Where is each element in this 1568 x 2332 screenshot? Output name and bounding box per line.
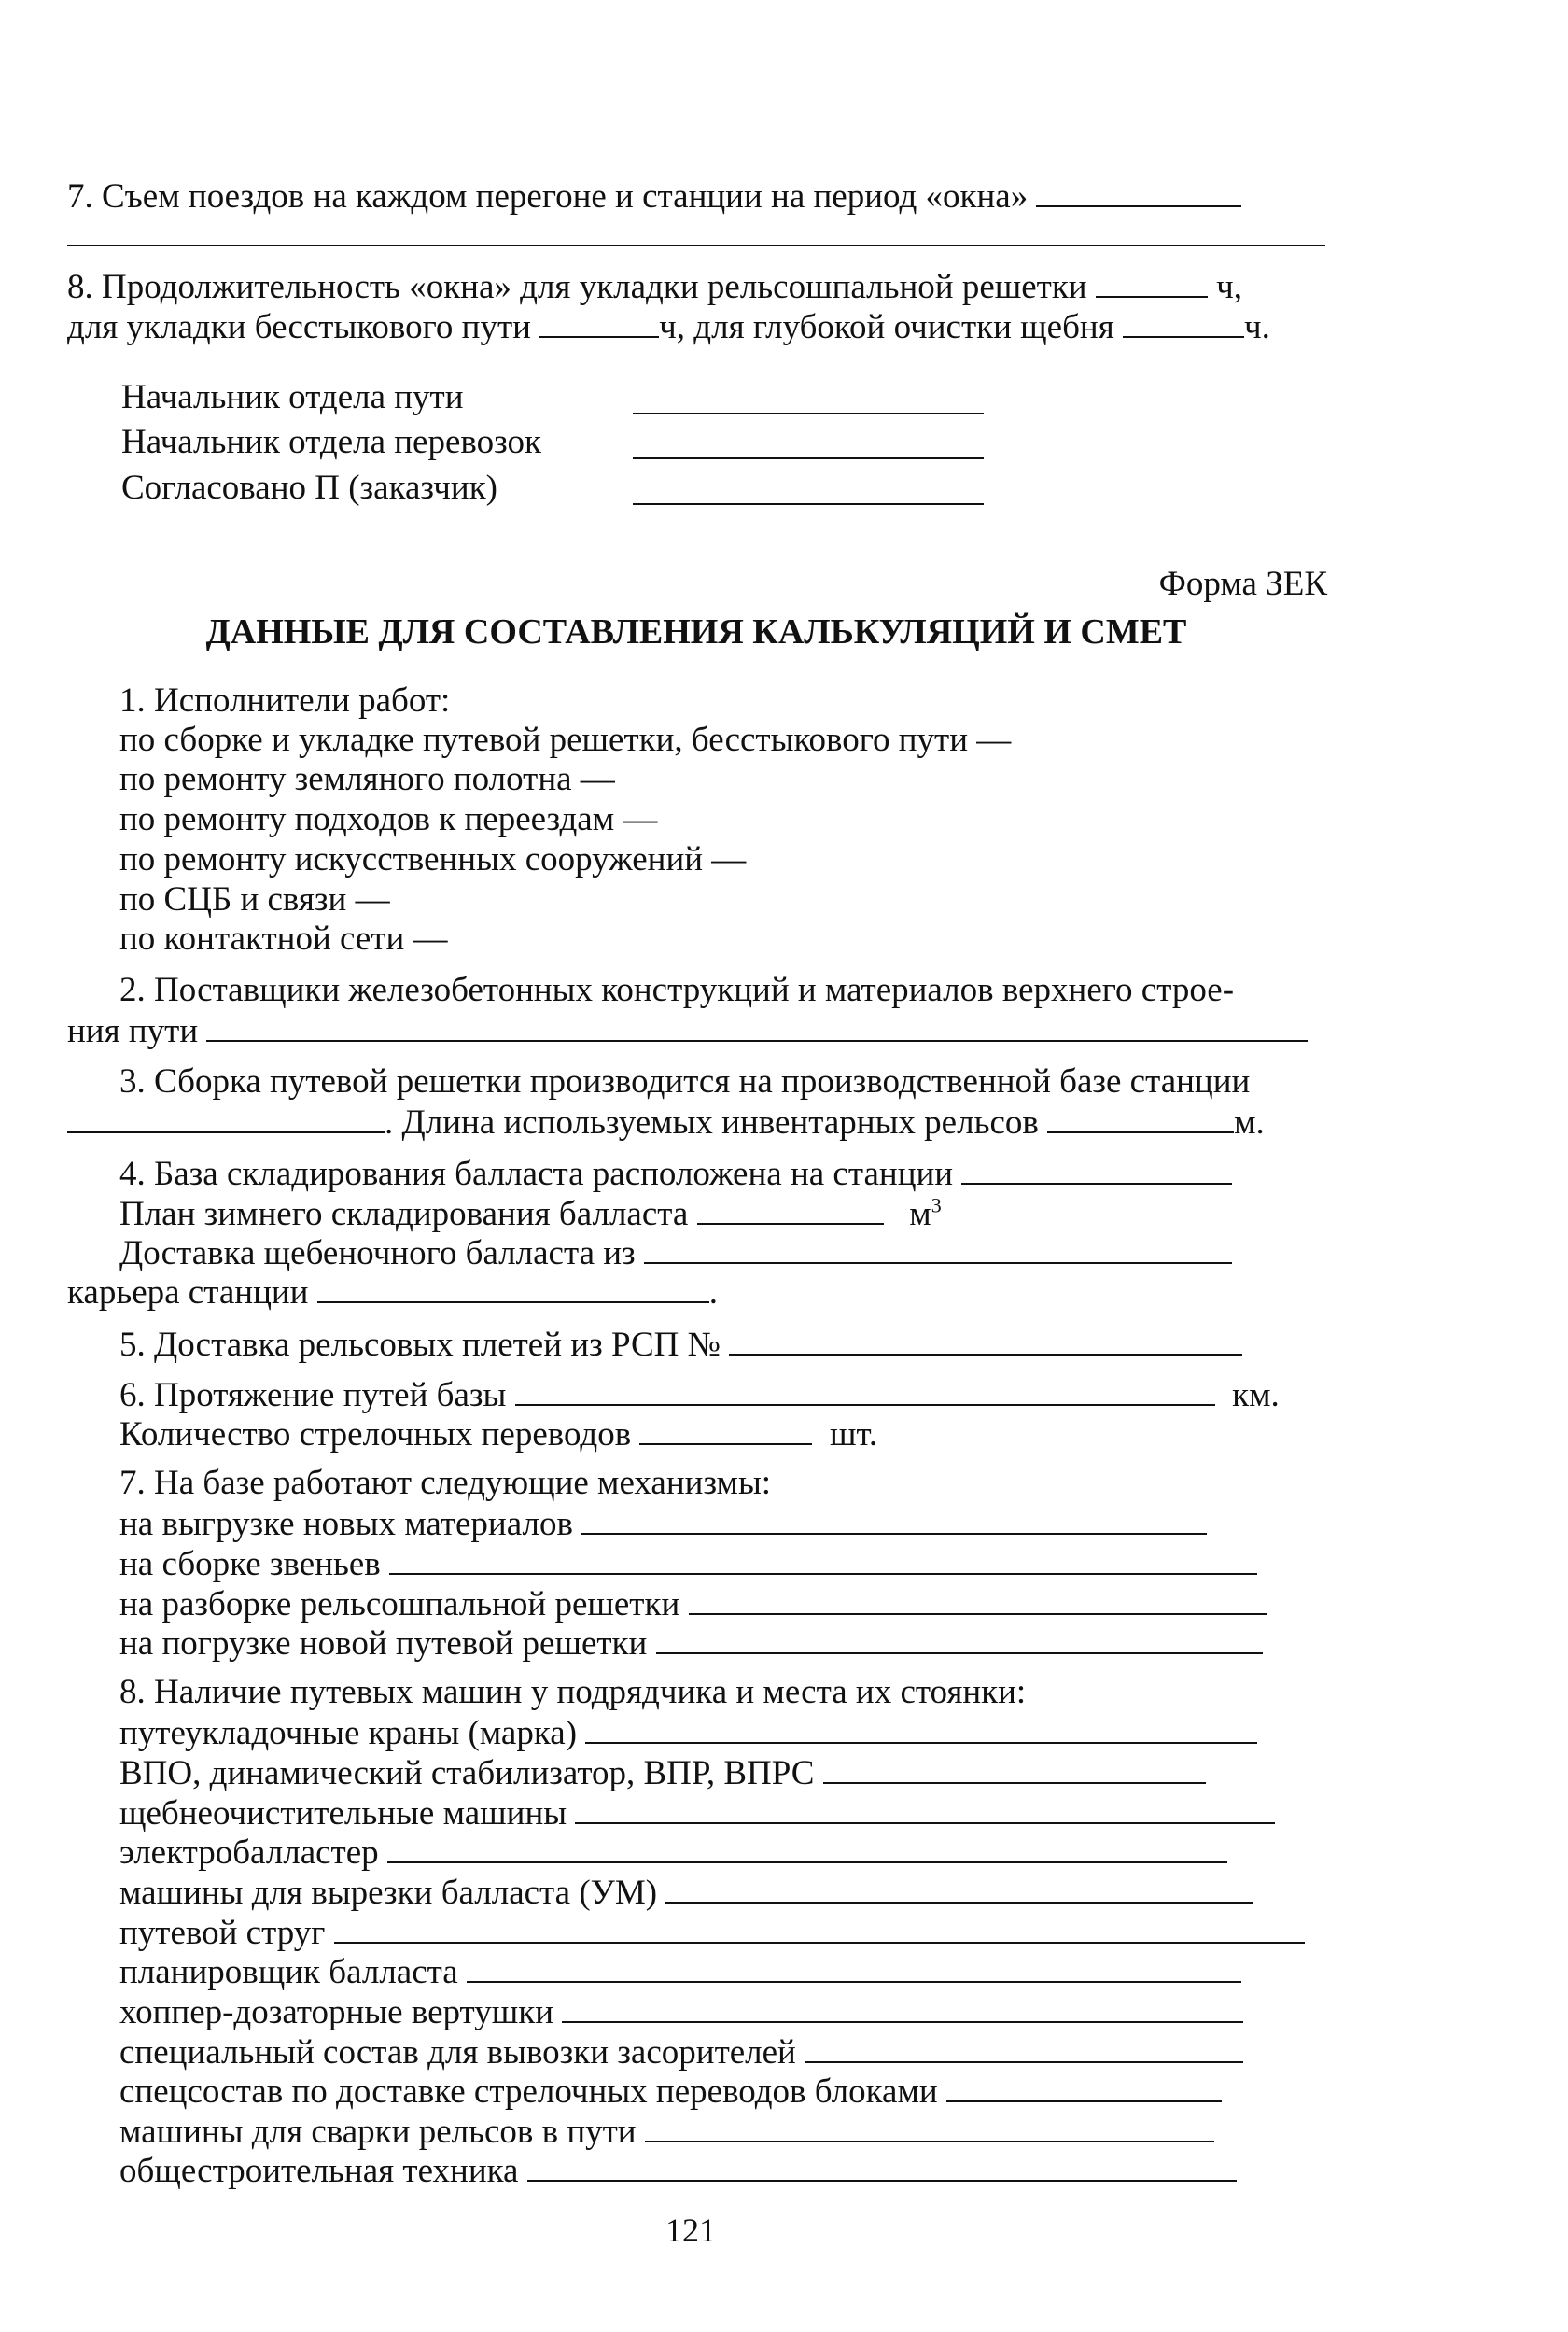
section-4-line3: Доставка щебеночного балласта из: [119, 1232, 1232, 1273]
blank-line: [206, 1010, 1308, 1042]
blank-line: [515, 1374, 1215, 1406]
blank-line: [656, 1623, 1263, 1654]
section-1-item: по контактной сети —: [119, 920, 448, 958]
blank-line: [527, 2150, 1237, 2182]
section-8-item: машины для сварки рельсов в пути: [119, 2111, 1214, 2152]
blank-line: [575, 1792, 1275, 1824]
section-1-item: по ремонту земляного полотна —: [119, 760, 615, 798]
section-8-item: хоппер-дозаторные вертушки: [119, 1991, 1243, 2032]
blank-line: [1096, 266, 1208, 298]
section-8-item: спецсостав по доставке стрелочных переводов блоками: [119, 2071, 1222, 2112]
signature-2-label: Начальник отдела перевозок: [121, 423, 541, 461]
top-item-8-line2: для укладки бесстыкового пути ч, для глубокой очистки щебня ч.: [67, 308, 1270, 346]
section-1-item: по сборке и укладке путевой решетки, бесстыкового пути —: [119, 721, 1012, 759]
section-7-item: на разборке рельсошпальной решетки: [119, 1583, 1267, 1624]
section-7-item: на сборке звеньев: [119, 1543, 1257, 1584]
blank-line: [1123, 306, 1244, 338]
blank-line: [961, 1153, 1232, 1185]
blank-line: [729, 1324, 1242, 1356]
blank-line: [946, 2071, 1222, 2102]
section-2-line1: 2. Поставщики железобетонных конструкций и материалов верхнего строе-: [119, 971, 1235, 1009]
section-8-item: электробалластер: [119, 1832, 1227, 1873]
section-3-line2: . Длина используемых инвентарных рельсов м.: [67, 1102, 1265, 1143]
page-number: 121: [665, 2212, 716, 2249]
section-3-line1: 3. Сборка путевой решетки производится на производственной базе станции: [119, 1062, 1251, 1101]
section-8-item: путевой струг: [119, 1912, 1305, 1953]
blank-line: [387, 1832, 1227, 1863]
section-8-item: планировщик балласта: [119, 1951, 1241, 1992]
section-4-line2: План зимнего складирования балласта $м^3$: [119, 1193, 942, 1233]
top-item-8-line1: 8. Продолжительность «окна» для укладки рельсошпальной решетки ч,: [67, 268, 1242, 306]
blank-line: [334, 1912, 1305, 1944]
signature-3-line: [633, 503, 984, 505]
blank-line: [389, 1543, 1257, 1575]
blank-line: [67, 1102, 385, 1133]
section-8-item: путеукладочные краны (марка): [119, 1712, 1257, 1753]
blank-line: [805, 2031, 1243, 2063]
blank-line: [665, 1872, 1253, 1904]
section-1-item: по ремонту подходов к переездам —: [119, 800, 658, 838]
blank-line: [562, 1991, 1243, 2023]
section-1-item: по ремонту искусственных сооружений —: [119, 840, 747, 878]
blank-line: [539, 306, 659, 338]
section-2-line2: ния пути: [67, 1010, 1308, 1051]
signature-2-line: [633, 457, 984, 459]
top-item-7: 7. Съем поездов на каждом перегоне и станции на период «окна»: [67, 176, 1241, 217]
section-8-item: общестроительная техника: [119, 2150, 1237, 2191]
section-7-item: на выгрузке новых материалов: [119, 1503, 1207, 1544]
blank-line: [585, 1712, 1257, 1744]
blank-line: [639, 1413, 812, 1445]
blank-line: [317, 1271, 709, 1303]
blank-line: [1047, 1102, 1234, 1133]
section-8-item: машины для вырезки балласта (УМ): [119, 1872, 1253, 1913]
page-title: ДАННЫЕ ДЛЯ СОСТАВЛЕНИЯ КАЛЬКУЛЯЦИЙ И СМЕТ: [205, 612, 1187, 652]
blank-line: [697, 1193, 884, 1225]
section-8-item: щебнеочистительные машины: [119, 1792, 1275, 1833]
blank-line: [689, 1583, 1267, 1615]
section-1-item: по СЦБ и связи —: [119, 880, 390, 919]
section-7-item: на погрузке новой путевой решетки: [119, 1623, 1263, 1664]
blank-line: [1036, 176, 1241, 207]
section-6-line2: Количество стрелочных переводов шт.: [119, 1415, 878, 1454]
section-1-title: 1. Исполнители работ:: [119, 681, 451, 720]
section-5-line1: 5. Доставка рельсовых плетей из РСП №: [119, 1324, 1242, 1365]
blank-line: [581, 1503, 1207, 1535]
blank-line: [467, 1951, 1241, 1983]
section-4-line4: карьера станции .: [67, 1273, 718, 1312]
section-7-title: 7. На базе работают следующие механизмы:: [119, 1464, 772, 1502]
signature-1-line: [633, 413, 984, 414]
form-label: Форма ЗЕК: [1158, 565, 1327, 603]
signature-1-label: Начальник отдела пути: [121, 378, 464, 416]
blank-line: [823, 1752, 1206, 1784]
section-8-item: специальный состав для вывозки засорителей: [119, 2031, 1243, 2072]
signature-3-label: Согласовано П (заказчик): [121, 469, 497, 507]
blank-line: [645, 2111, 1214, 2142]
section-4-line1: 4. База складирования балласта расположена на станции: [119, 1153, 1232, 1194]
separator-line: [67, 245, 1325, 246]
section-8-item: ВПО, динамический стабилизатор, ВПР, ВПРС: [119, 1752, 1206, 1793]
section-6-line1: 6. Протяжение путей базы км.: [119, 1376, 1280, 1414]
blank-line: [644, 1232, 1232, 1264]
section-8-title: 8. Наличие путевых машин у подрядчика и места их стоянки:: [119, 1673, 1027, 1711]
